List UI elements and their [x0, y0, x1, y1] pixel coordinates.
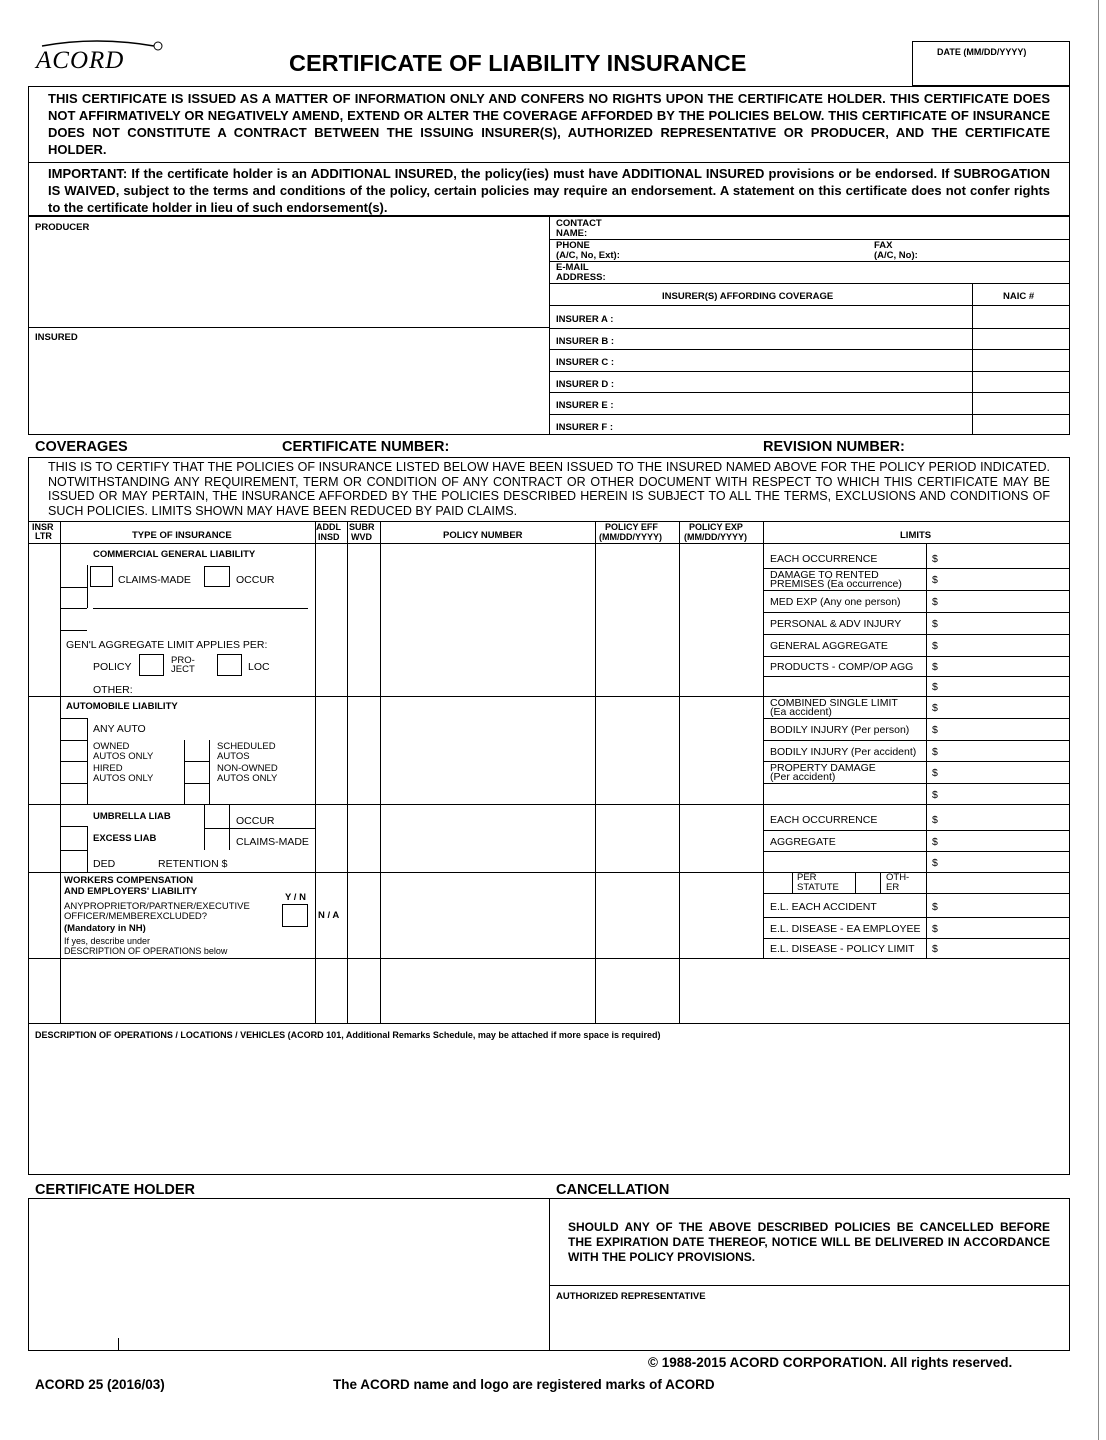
- th-exp-2: (MM/DD/YYYY): [684, 532, 747, 542]
- insurers-header: INSURER(S) AFFORDING COVERAGE: [662, 291, 834, 302]
- combined-single-limit-dollar-sign: $: [932, 702, 938, 714]
- important-text: IMPORTANT: If the certificate holder is an ADDITIONAL INSURED, the policy(ies) must have ADDITIONAL INSURED provisions or be endorsed. If SUBROGATION IS WAIVED, subject to the terms and conditions of the policy, certain policies may require an endorsement. A statement on this certificate does not confer rights to the certificate holder in lieu of such endorsement(s).: [48, 166, 1050, 215]
- gl-other-limit-amount-field[interactable]: [942, 677, 1068, 695]
- wc-per-1: PER: [797, 872, 817, 883]
- personal-adv-injury-amount-field[interactable]: [942, 613, 1068, 633]
- description-field[interactable]: [30, 1044, 1068, 1172]
- property-damage-dollar-sign: $: [932, 767, 938, 779]
- insurer-d-naic-field[interactable]: [974, 372, 1068, 392]
- auto-hired-2: AUTOS ONLY: [93, 773, 154, 784]
- insurer-c-naic-field[interactable]: [974, 350, 1068, 370]
- each-occurrence-dollar-sign: $: [932, 552, 938, 565]
- umbrella-aggregate-dollar-sign: $: [932, 835, 938, 848]
- contact-label-1: CONTACT: [556, 218, 602, 229]
- email-label-2: ADDRESS:: [556, 272, 606, 283]
- phone-label-1: PHONE: [556, 240, 590, 251]
- th-eff-2: (MM/DD/YYYY): [599, 532, 662, 542]
- insurer-f-naic-field[interactable]: [974, 415, 1068, 435]
- gl-policy-label: POLICY: [93, 661, 132, 673]
- general-aggregate-dollar-sign: $: [932, 640, 938, 652]
- insurer-c-field[interactable]: [622, 350, 970, 370]
- th-type: TYPE OF INSURANCE: [132, 530, 232, 541]
- el-disease-policy-limit-dollar-sign: $: [932, 943, 938, 955]
- wc-na: N / A: [318, 910, 340, 921]
- naic-header: NAIC #: [1003, 291, 1035, 302]
- products-comp-op-agg-amount-field[interactable]: [942, 657, 1068, 675]
- property-damage-amount-field[interactable]: [942, 762, 1068, 782]
- umbrella-other-limit-amount-field[interactable]: [942, 852, 1068, 871]
- fax-label-1: FAX: [874, 240, 893, 251]
- gl-other-limit-dollar-sign: $: [932, 681, 938, 693]
- bodily-injury-accident-amount-field[interactable]: [942, 741, 1068, 760]
- wc-oth-1: OTH-: [886, 872, 910, 883]
- el-disease-ea-employee-label: E.L. DISEASE - EA EMPLOYEE: [770, 922, 921, 935]
- insurer-c-label: INSURER C :: [556, 357, 615, 369]
- general-aggregate-label: GENERAL AGGREGATE: [770, 640, 888, 652]
- bodily-injury-person-dollar-sign: $: [932, 724, 938, 736]
- cancellation-title: CANCELLATION: [556, 1182, 670, 1198]
- general-aggregate-amount-field[interactable]: [942, 635, 1068, 655]
- th-addl-1: ADDL: [316, 522, 341, 532]
- th-limits: LIMITS: [900, 530, 932, 541]
- gl-policy-checkbox[interactable]: [139, 654, 164, 676]
- wc-title-1: WORKERS COMPENSATION: [64, 875, 194, 886]
- auto-title: AUTOMOBILE LIABILITY: [66, 701, 178, 712]
- wc-title-2: AND EMPLOYERS' LIABILITY: [64, 886, 198, 897]
- auto-owned-1: OWNED: [93, 741, 130, 752]
- th-addl-2: INSD: [318, 532, 340, 542]
- auto-scheduled-1: SCHEDULED: [217, 741, 276, 752]
- auto-nonowned-2: AUTOS ONLY: [217, 773, 278, 784]
- el-each-accident-label: E.L. EACH ACCIDENT: [770, 901, 877, 913]
- umbrella-claims-made-label: CLAIMS-MADE: [236, 836, 309, 848]
- auto-owned-2: AUTOS ONLY: [93, 751, 154, 762]
- certificate-number-field[interactable]: [462, 437, 752, 456]
- gl-occur-label: OCCUR: [236, 574, 275, 586]
- damage-rented-label-2: PREMISES (Ea occurrence): [770, 578, 902, 590]
- el-each-accident-amount-field[interactable]: [942, 896, 1068, 916]
- gl-aggregate-applies: GEN'L AGGREGATE LIMIT APPLIES PER:: [66, 639, 268, 651]
- umbrella-retention-label: RETENTION $: [158, 858, 228, 870]
- acord-logo: [36, 40, 166, 74]
- auto-other-limit-dollar-sign: $: [932, 788, 938, 801]
- property-damage-label: PROPERTY DAMAGE: [770, 762, 876, 774]
- date-label: DATE (MM/DD/YYYY): [937, 47, 1027, 57]
- email-label-1: E-MAIL: [556, 262, 589, 273]
- gl-project-label-1: PRO-: [171, 655, 195, 666]
- auto-nonowned-1: NON-OWNED: [217, 763, 278, 774]
- excess-liab-label: EXCESS LIAB: [93, 833, 157, 844]
- umbrella-each-occurrence-dollar-sign: $: [932, 814, 938, 826]
- insured-label: INSURED: [35, 332, 78, 343]
- el-disease-ea-employee-dollar-sign: $: [932, 922, 938, 935]
- certificate-number-label: CERTIFICATE NUMBER:: [282, 439, 450, 455]
- wc-yn-label: Y / N: [285, 892, 306, 903]
- med-exp-label: MED EXP (Any one person): [770, 596, 901, 608]
- bodily-injury-person-amount-field[interactable]: [942, 719, 1068, 739]
- damage-rented-label: DAMAGE TO RENTED: [770, 569, 879, 581]
- umbrella-occur-label: OCCUR: [236, 815, 275, 827]
- insurer-e-field[interactable]: [622, 393, 970, 413]
- el-disease-policy-limit-amount-field[interactable]: [942, 939, 1068, 957]
- logo-text: ACORD: [36, 47, 125, 74]
- insurer-a-naic-field[interactable]: [974, 307, 1068, 327]
- gl-claims-made-checkbox[interactable]: [90, 566, 113, 587]
- fax-field[interactable]: [926, 240, 1068, 260]
- th-policy-number: POLICY NUMBER: [443, 530, 523, 541]
- insurer-b-label: INSURER B :: [556, 335, 615, 347]
- insurer-b-field[interactable]: [622, 329, 970, 349]
- products-comp-op-agg-dollar-sign: $: [932, 661, 938, 673]
- umbrella-each-occurrence-label: EACH OCCURRENCE: [770, 814, 878, 826]
- revision-number-label: REVISION NUMBER:: [763, 439, 905, 455]
- producer-field[interactable]: [30, 236, 547, 324]
- med-exp-amount-field[interactable]: [942, 591, 1068, 611]
- auto-any-auto: ANY AUTO: [93, 723, 146, 735]
- description-label: DESCRIPTION OF OPERATIONS / LOCATIONS / VEHICLES (ACORD 101, Additional Remarks Schedule, may be attached if more space is required): [35, 1030, 661, 1040]
- gl-title: COMMERCIAL GENERAL LIABILITY: [93, 549, 256, 560]
- insured-field[interactable]: [30, 346, 547, 432]
- wc-proprietor-1: ANYPROPRIETOR/PARTNER/EXECUTIVE: [64, 901, 250, 912]
- umbrella-ded-label: DED: [93, 858, 116, 870]
- umbrella-liab-label: UMBRELLA LIAB: [93, 811, 171, 822]
- copyright: © 1988-2015 ACORD CORPORATION. All rights reserved.: [648, 1355, 1013, 1370]
- gl-claims-made-label: CLAIMS-MADE: [118, 574, 191, 586]
- contact-label-2: NAME:: [556, 228, 588, 239]
- gl-project-checkbox[interactable]: [217, 654, 242, 676]
- date-box[interactable]: [912, 41, 1070, 86]
- insurer-a-field[interactable]: [622, 307, 970, 327]
- combined-single-limit-label-2: (Ea accident): [770, 706, 832, 718]
- wc-excluded-checkbox[interactable]: [282, 904, 308, 927]
- wc-proprietor-2: OFFICER/MEMBEREXCLUDED?: [64, 911, 208, 922]
- insurer-a-label: INSURER A :: [556, 314, 614, 325]
- certificate-holder-field[interactable]: [30, 1200, 547, 1349]
- bodily-injury-person-label: BODILY INJURY (Per person): [770, 724, 910, 736]
- combined-single-limit-label: COMBINED SINGLE LIMIT: [770, 697, 898, 709]
- el-disease-policy-limit-label: E.L. DISEASE - POLICY LIMIT: [770, 943, 915, 955]
- insurer-e-label: INSURER E :: [556, 400, 614, 412]
- el-disease-ea-employee-amount-field[interactable]: [942, 918, 1068, 937]
- registered-marks: The ACORD name and logo are registered marks of ACORD: [333, 1377, 715, 1392]
- insurer-f-field[interactable]: [622, 415, 970, 435]
- contact-name-field[interactable]: [610, 218, 1068, 238]
- umbrella-aggregate-label: AGGREGATE: [770, 835, 836, 848]
- form-number: ACORD 25 (2016/03): [35, 1377, 165, 1392]
- email-field[interactable]: [614, 262, 1068, 282]
- insurer-d-field[interactable]: [622, 372, 970, 392]
- wc-describe-1: If yes, describe under: [64, 936, 151, 946]
- insurer-f-label: INSURER F :: [556, 422, 613, 433]
- wc-describe-2: DESCRIPTION OF OPERATIONS below: [64, 946, 228, 956]
- insurer-b-naic-field[interactable]: [974, 329, 1068, 349]
- th-insr-1: INSR: [32, 522, 54, 532]
- personal-adv-injury-dollar-sign: $: [932, 618, 938, 630]
- products-comp-op-agg-label: PRODUCTS - COMP/OP AGG: [770, 661, 914, 673]
- med-exp-dollar-sign: $: [932, 596, 938, 608]
- el-each-accident-dollar-sign: $: [932, 901, 938, 913]
- authorized-rep-label: AUTHORIZED REPRESENTATIVE: [556, 1291, 706, 1302]
- th-subr-2: WVD: [351, 532, 372, 542]
- notice-text: THIS CERTIFICATE IS ISSUED AS A MATTER OF INFORMATION ONLY AND CONFERS NO RIGHTS UPON THE CERTIFICATE HOLDER. THIS CERTIFICATE DOES NOT AFFIRMATIVELY OR NEGATIVELY AMEND, EXTEND OR ALTER THE COVERAGE AFFORDED BY THE POLICIES BELOW. THIS CERTIFICATE OF INSURANCE DOES NOT CONSTITUTE A CONTRACT BETWEEN THE ISSUING INSURER(S), AUTHORIZED REPRESENTATIVE OR PRODUCER, AND THE CERTIFICATE HOLDER.: [48, 91, 1050, 157]
- umbrella-each-occurrence-amount-field[interactable]: [942, 809, 1068, 829]
- th-eff-1: POLICY EFF: [605, 522, 658, 532]
- each-occurrence-label: EACH OCCURRENCE: [770, 552, 878, 565]
- gl-loc-label: LOC: [248, 661, 270, 673]
- certificate-holder-title: CERTIFICATE HOLDER: [35, 1182, 196, 1198]
- wc-oth-2: ER: [886, 882, 900, 893]
- insurer-e-naic-field[interactable]: [974, 393, 1068, 413]
- phone-field[interactable]: [630, 240, 866, 260]
- producer-label: PRODUCER: [35, 222, 90, 233]
- wc-per-2: STATUTE: [797, 882, 839, 893]
- gl-occur-checkbox[interactable]: [204, 566, 230, 587]
- gl-project-label-2: JECT: [171, 664, 195, 675]
- insurer-d-label: INSURER D :: [556, 378, 615, 390]
- combined-single-limit-amount-field[interactable]: [942, 697, 1068, 717]
- auto-hired-1: HIRED: [93, 763, 123, 774]
- bodily-injury-accident-label: BODILY INJURY (Per accident): [770, 745, 917, 758]
- property-damage-label-2: (Per accident): [770, 771, 836, 783]
- umbrella-other-limit-dollar-sign: $: [932, 856, 938, 869]
- coverages-title: COVERAGES: [35, 439, 128, 455]
- umbrella-aggregate-amount-field[interactable]: [942, 831, 1068, 850]
- th-exp-1: POLICY EXP: [689, 522, 743, 532]
- phone-label-2: (A/C, No, Ext):: [556, 250, 620, 261]
- fax-label-2: (A/C, No):: [874, 250, 918, 261]
- personal-adv-injury-label: PERSONAL & ADV INJURY: [770, 618, 902, 630]
- gl-other-label: OTHER:: [93, 684, 133, 696]
- authorized-rep-signature[interactable]: [551, 1305, 1068, 1349]
- page-title: CERTIFICATE OF LIABILITY INSURANCE: [289, 50, 747, 76]
- th-insr-2: LTR: [35, 531, 52, 541]
- revision-number-field[interactable]: [916, 437, 1068, 456]
- auto-scheduled-2: AUTOS: [217, 751, 250, 762]
- coverages-text: THIS IS TO CERTIFY THAT THE POLICIES OF INSURANCE LISTED BELOW HAVE BEEN ISSUED TO THE INSURED NAMED ABOVE FOR THE POLICY PERIOD INDICATED. NOTWITHSTANDING ANY REQUIREMENT, TERM OR CONDITION OF ANY CONTRACT OR OTHER DOCUMENT WITH RESPECT TO WHICH THIS CERTIFICATE MAY BE ISSUED OR MAY PERTAIN, THE INSURANCE AFFORDED BY THE POLICIES DESCRIBED HEREIN IS SUBJECT TO ALL THE TERMS, EXCLUSIONS AND CONDITIONS OF SUCH POLICIES. LIMITS SHOWN MAY HAVE BEEN REDUCED BY PAID CLAIMS.: [48, 460, 1050, 518]
- wc-mandatory: (Mandatory in NH): [64, 923, 146, 934]
- cancellation-text: SHOULD ANY OF THE ABOVE DESCRIBED POLICIES BE CANCELLED BEFORE THE EXPIRATION DATE THEREOF, NOTICE WILL BE DELIVERED IN ACCORDANCE WITH THE POLICY PROVISIONS.: [568, 1220, 1050, 1264]
- damage-rented-dollar-sign: $: [932, 574, 938, 586]
- bodily-injury-accident-dollar-sign: $: [932, 745, 938, 758]
- auto-other-limit-amount-field[interactable]: [942, 784, 1068, 803]
- each-occurrence-amount-field[interactable]: [942, 548, 1068, 567]
- th-subr-1: SUBR: [349, 522, 375, 532]
- damage-rented-amount-field[interactable]: [942, 569, 1068, 589]
